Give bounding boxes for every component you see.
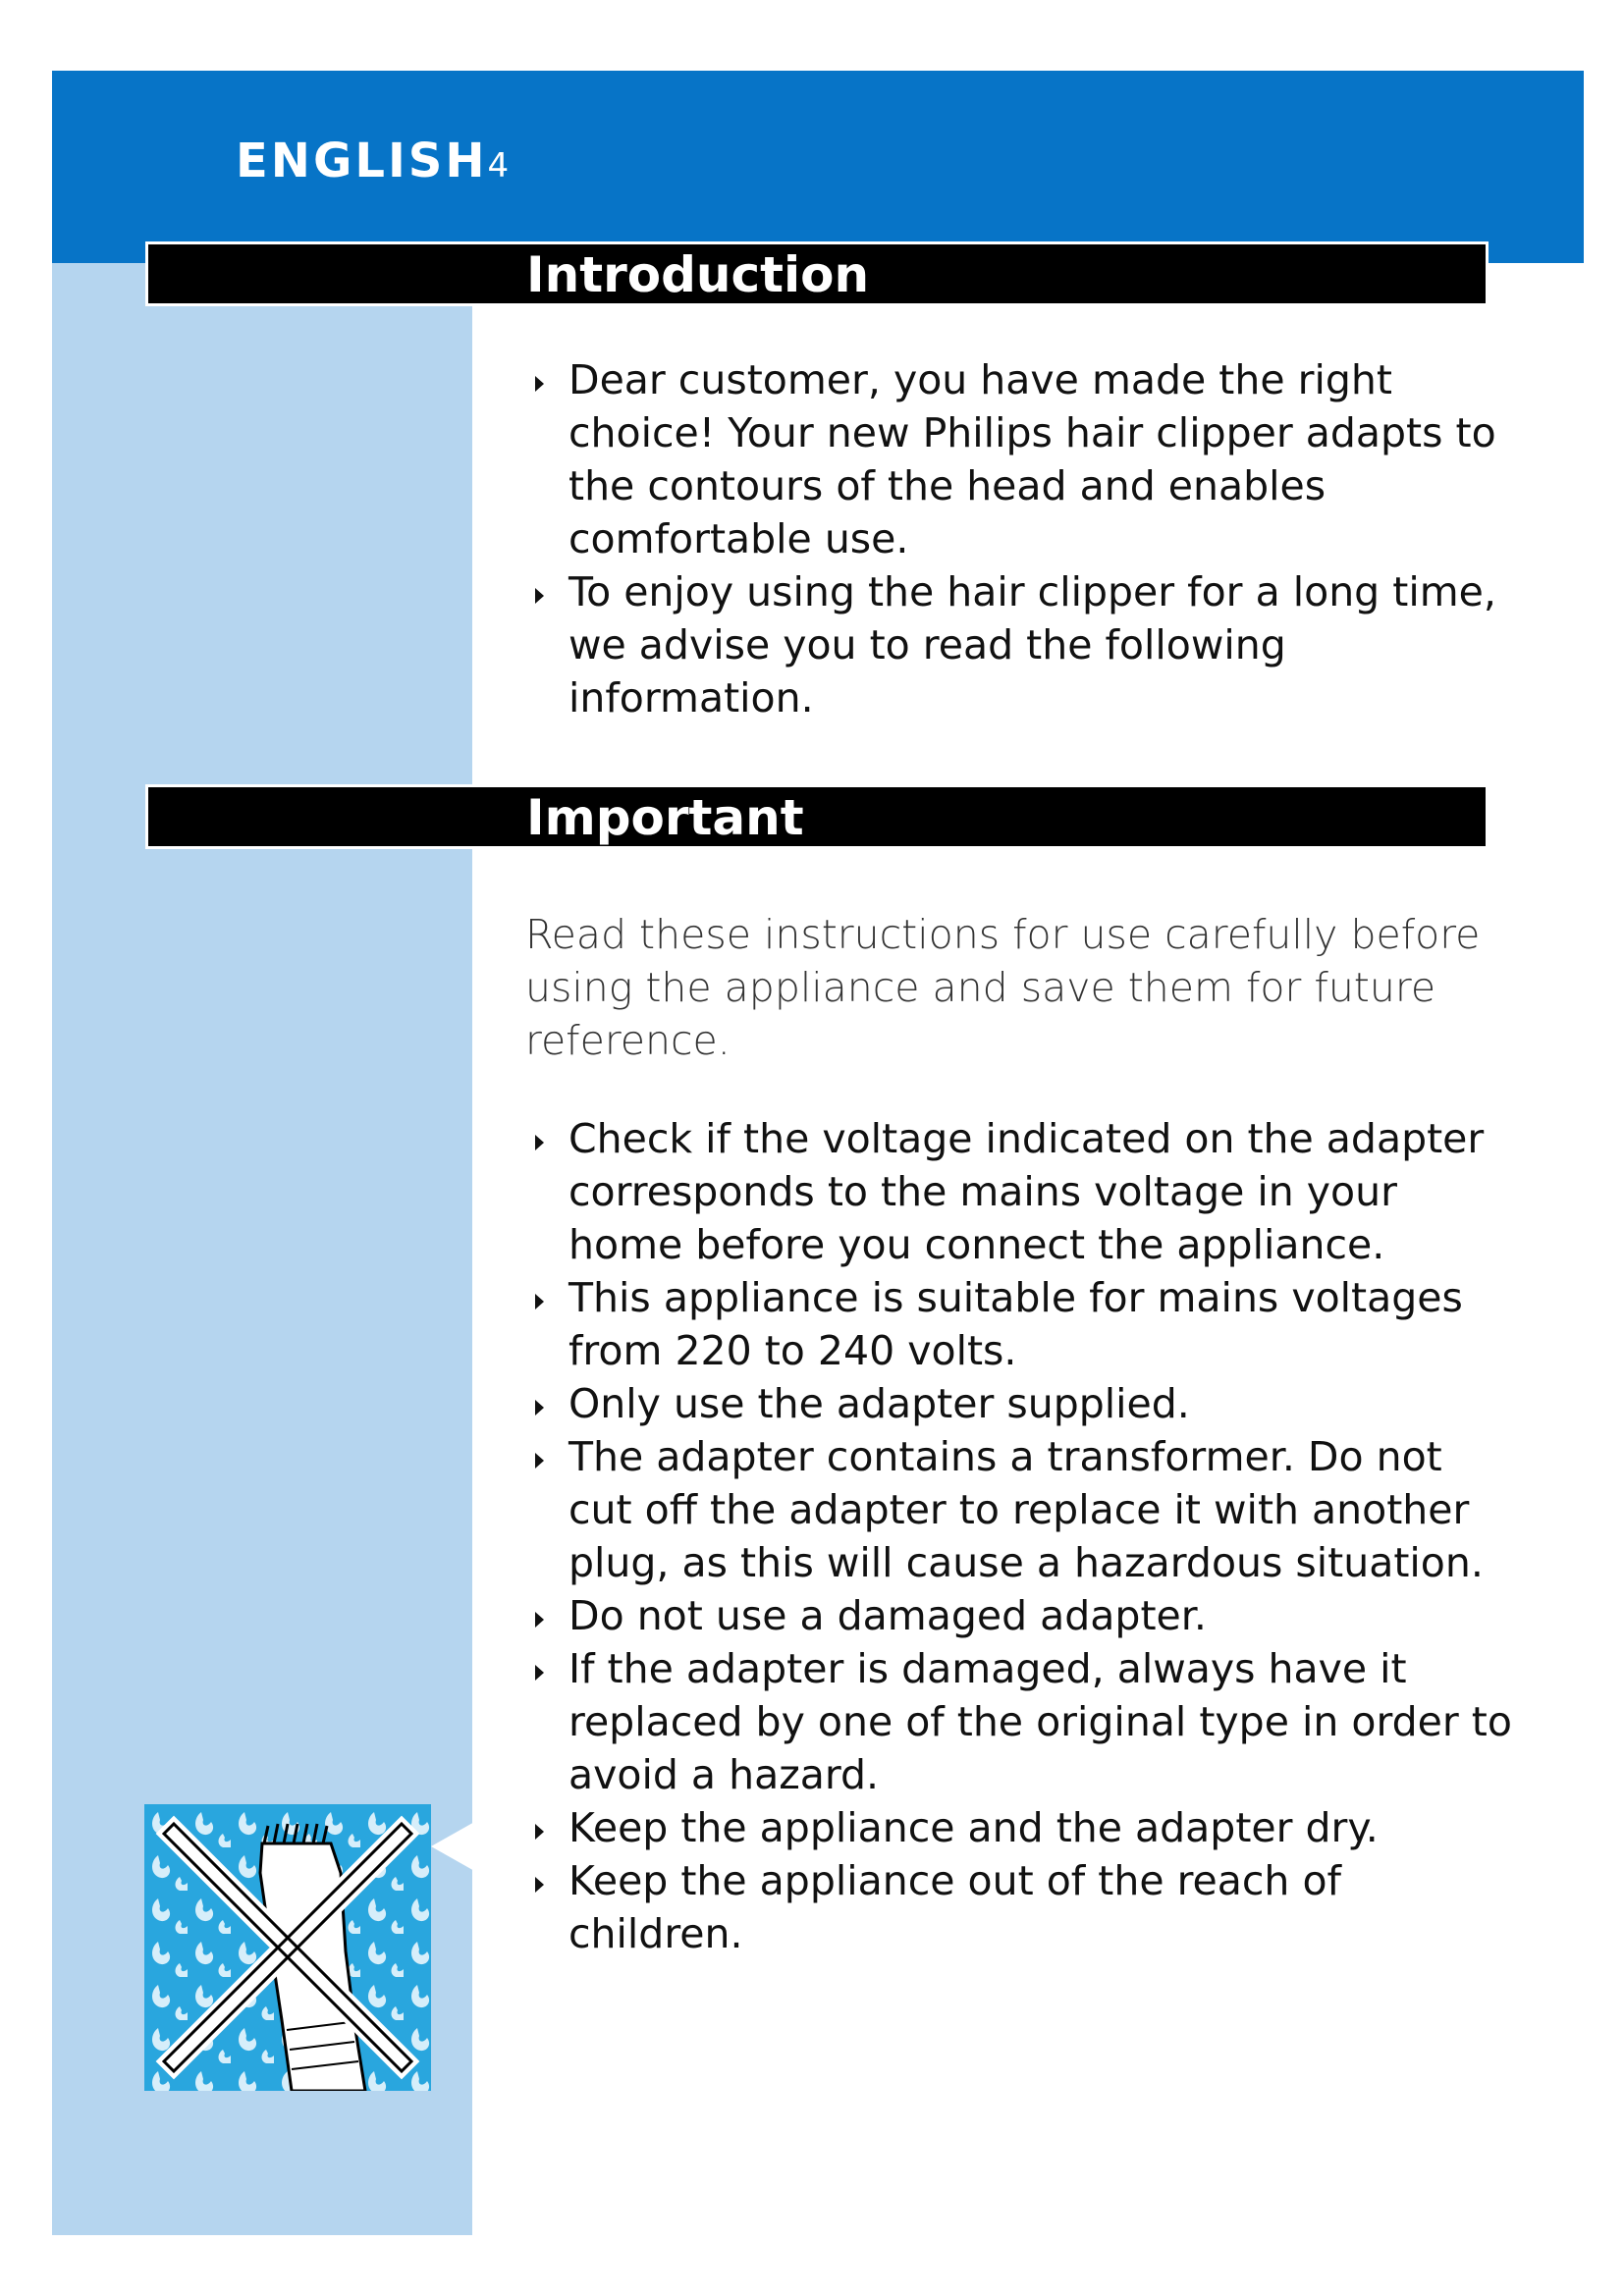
list-item: Dear customer, you have made the right choice! Your new Philips hair clipper adapts to the contours of the head and enables comfortable use. <box>525 353 1517 565</box>
introduction-list <box>525 353 1517 724</box>
no-water-icon <box>144 1804 431 2091</box>
introduction-content <box>525 353 1517 724</box>
list-item: Keep the appliance and the adapter dry. <box>525 1801 1517 1854</box>
list-item: To enjoy using the hair clipper for a long time, we advise you to read the following information. <box>525 565 1517 724</box>
section-title-introduction: Introduction <box>526 246 870 303</box>
list-item: Keep the appliance out of the reach of children. <box>525 1854 1517 1960</box>
important-content <box>525 1112 1517 1960</box>
page-number: 4 <box>487 146 510 186</box>
section-bar-important <box>145 784 1489 849</box>
illustration-pointer <box>431 1821 476 1872</box>
section-title-important: Important <box>526 789 804 846</box>
language-title <box>236 133 509 188</box>
language-label: ENGLISH <box>236 133 488 188</box>
list-item: Check if the voltage indicated on the adapter corresponds to the mains voltage in your home before you connect the appliance. <box>525 1112 1517 1271</box>
list-item: The adapter contains a transformer. Do not cut off the adapter to replace it with another plug, as this will cause a hazardous situation. <box>525 1430 1517 1589</box>
list-item: Do not use a damaged adapter. <box>525 1589 1517 1642</box>
list-item: Only use the adapter supplied. <box>525 1377 1517 1430</box>
important-intro: Read these instructions for use carefully before using the appliance and save them for future reference. <box>525 911 1481 1064</box>
important-list <box>525 1112 1517 1960</box>
list-item: If the adapter is damaged, always have it replaced by one of the original type in order to avoid a hazard. <box>525 1642 1517 1801</box>
section-bar-introduction <box>145 241 1489 306</box>
list-item: This appliance is suitable for mains voltages from 220 to 240 volts. <box>525 1271 1517 1377</box>
